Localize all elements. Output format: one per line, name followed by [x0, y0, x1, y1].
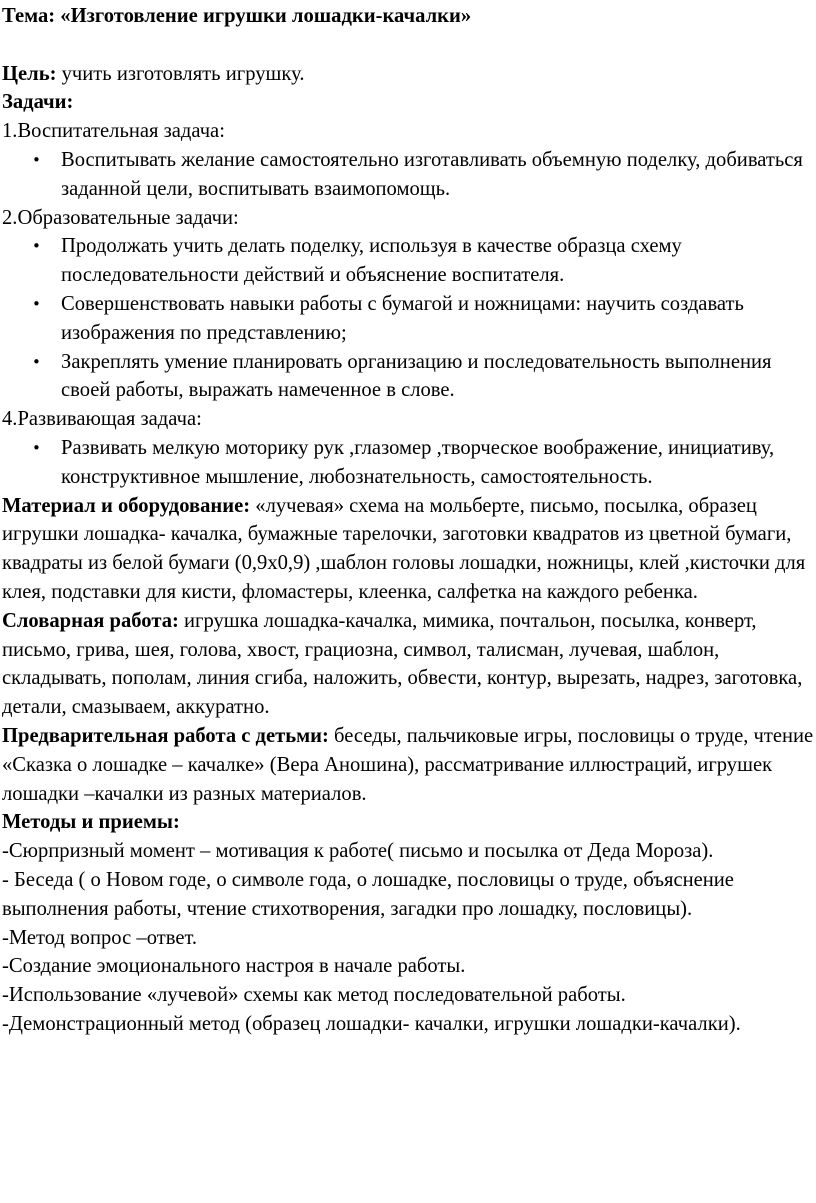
task-group-heading: 1.Воспитательная задача: [2, 120, 225, 143]
method-item: -Создание эмоционального настроя в начале работы. [2, 955, 466, 978]
vocabulary-paragraph [2, 607, 814, 722]
method-item: -Демонстрационный метод (образец лошадки- качалки, игрушки лошадки-качалки). [2, 1012, 741, 1035]
vocabulary-label: Словарная работа: [2, 609, 179, 632]
methods-heading: Методы и приемы: [2, 811, 180, 834]
task-group-heading: 4.Развивающая задача: [2, 408, 202, 431]
list-item: • Совершенствовать навыки работы с бумагой и ножницами: научить создавать изображения по представлению; [2, 290, 814, 348]
list-item: • Воспитывать желание самостоятельно изготавливать объемную поделку, добиваться заданной цели, воспитывать взаимопомощь. [2, 146, 814, 204]
topic-text: «Изготовление игрушки лошадки-качалки» [60, 5, 472, 27]
document-page [2, 0, 814, 1039]
task-list [2, 232, 814, 405]
list-item: • Закреплять умение планировать организацию и последовательность выполнения своей работы, выражать намеченное в слове. [2, 348, 814, 406]
vocabulary-text: игрушка лошадка-качалка, мимика, почтальон, посылка, конверт, письмо, грива, шея, голова, хвост, грациозна, символ, талисман, лучевая, шаблон, складывать, пополам, линия сгиба, наложить, обвести, контур, вырезать, надрез, заготовка, детали, смазываем, аккуратно. [2, 609, 803, 719]
method-item: - Беседа ( о Новом годе, о символе года, о лошадке, пословицы о труде, объяснение выполнения работы, чтение стихотворения, загадки про лошадку, пословицы). [2, 868, 734, 920]
goal-text: учить изготовлять игрушку. [61, 62, 305, 85]
spacer [2, 31, 814, 60]
method-item: -Сюрпризный момент – мотивация к работе( письмо и посылка от Деда Мороза). [2, 840, 714, 863]
task-group-heading: 2.Образовательные задачи: [2, 206, 239, 229]
task-list [2, 434, 814, 492]
materials-text: «лучевая» схема на мольберте, письмо, посылка, образец игрушки лошадка- качалка, бумажные тарелочки, заготовки квадратов из цветной бумаги, квадраты из белой бумаги (0,9х0,9) ,шаблон головы лошадки, ножницы, клей ,кисточки для клея, подставки для кисти, фломастеры, клеенка, салфетка на каждого ребенка. [2, 494, 806, 603]
materials-paragraph [2, 492, 814, 607]
preliminary-label: Предварительная работа с детьми: [2, 724, 329, 747]
tasks-heading: Задачи: [2, 91, 74, 114]
task-list [2, 146, 814, 204]
method-item: -Использование «лучевой» схемы как метод последовательной работы. [2, 984, 626, 1007]
method-item: -Метод вопрос –ответ. [2, 926, 198, 949]
topic-line [2, 2, 814, 31]
list-item: • Продолжать учить делать поделку, используя в качестве образца схему последовательности действий и объяснение воспитателя. [2, 232, 814, 290]
preliminary-paragraph [2, 722, 814, 808]
list-item: • Развивать мелкую моторику рук ,глазомер ,творческое воображение, инициативу, конструктивное мышление, любознательность, самостоятельность. [2, 434, 814, 492]
topic-label: Тема: [2, 5, 56, 27]
goal-line [2, 60, 814, 89]
materials-label: Материал и оборудование: [2, 494, 251, 517]
goal-label: Цель: [2, 62, 57, 85]
preliminary-text: беседы, пальчиковые игры, пословицы о труде, чтение «Сказка о лошадке – качалке» (Вера Аношина), рассматривание иллюстраций, игрушек лошадки –качалки из разных материалов. [2, 724, 814, 805]
